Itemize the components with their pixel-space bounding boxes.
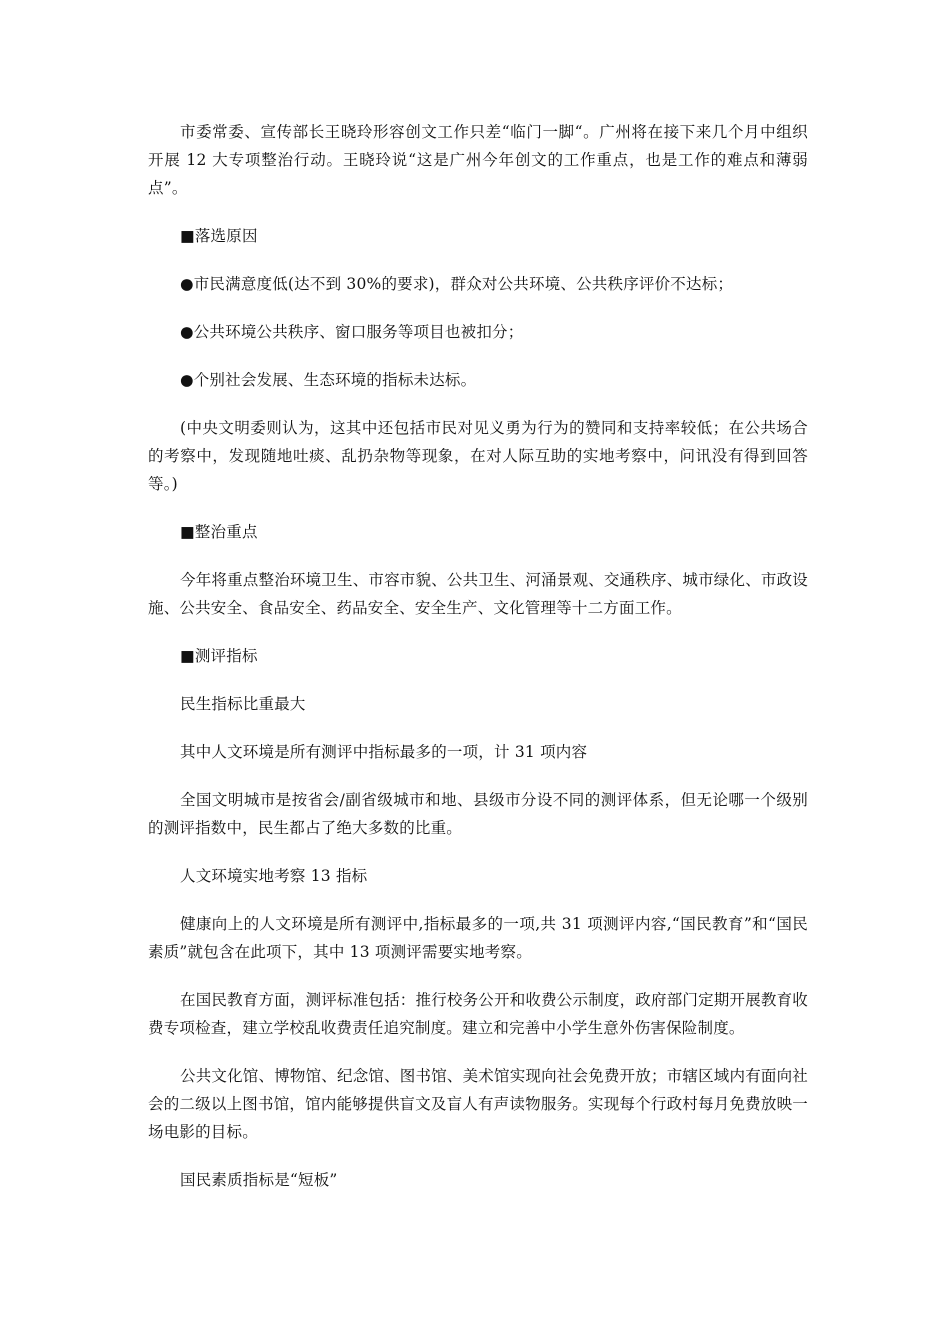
note-paragraph: (中央文明委则认为，这其中还包括市民对见义勇为行为的赞同和支持率较低；在公共场合的考察中，发现随地吐痰、乱扔杂物等现象，在对人际互助的实地考察中，问讯没有得到回答等。) [148, 419, 808, 493]
body-paragraph: 公共文化馆、博物馆、纪念馆、图书馆、美术馆实现向社会免费开放；市辖区域内有面向社会的二级以上图书馆，馆内能够提供盲文及盲人有声读物服务。实现每个行政村每月免费放映一场电影的目标。 [148, 1067, 809, 1141]
subheading: 人文环境实地考察 13 指标 [180, 867, 368, 885]
subheading: 国民素质指标是“短板” [180, 1171, 338, 1189]
body-paragraph: 全国文明城市是按省会/副省级城市和地、县级市分设不同的测评体系，但无论哪一个级别的测评指数中，民生都占了绝大多数的比重。 [148, 791, 808, 837]
section-heading-indicators: ■测评指标 [180, 647, 258, 665]
section-heading-reasons: ■落选原因 [180, 227, 258, 245]
bullet-item: ●市民满意度低(达不到 30%的要求)，群众对公共环境、公共秩序评价不达标； [180, 275, 734, 293]
bullet-item: ●公共环境公共秩序、窗口服务等项目也被扣分； [180, 323, 524, 341]
intro-paragraph: 市委常委、宣传部长王晓玲形容创文工作只差“临门一脚“。广州将在接下来几个月中组织开展 12 大专项整治行动。王晓玲说“这是广州今年创文的工作重点，也是工作的难点和薄弱点”。 [148, 123, 808, 197]
body-paragraph: 今年将重点整治环境卫生、市容市貌、公共卫生、河涌景观、交通秩序、城市绿化、市政设施、公共安全、食品安全、药品安全、安全生产、文化管理等十二方面工作。 [148, 571, 809, 617]
section-heading-focus: ■整治重点 [180, 523, 258, 541]
body-paragraph: 其中人文环境是所有测评中指标最多的一项，计 31 项内容 [180, 743, 588, 761]
subheading: 民生指标比重最大 [180, 695, 306, 713]
body-paragraph: 健康向上的人文环境是所有测评中,指标最多的一项,共 31 项测评内容,“国民教育”和“国民素质”就包含在此项下，其中 13 项测评需要实地考察。 [148, 915, 808, 961]
body-paragraph: 在国民教育方面，测评标准包括：推行校务公开和收费公示制度，政府部门定期开展教育收费专项检查，建立学校乱收费责任追究制度。建立和完善中小学生意外伤害保险制度。 [148, 991, 809, 1037]
document-page [148, 118, 808, 1214]
bullet-item: ●个别社会发展、生态环境的指标未达标。 [180, 371, 477, 389]
